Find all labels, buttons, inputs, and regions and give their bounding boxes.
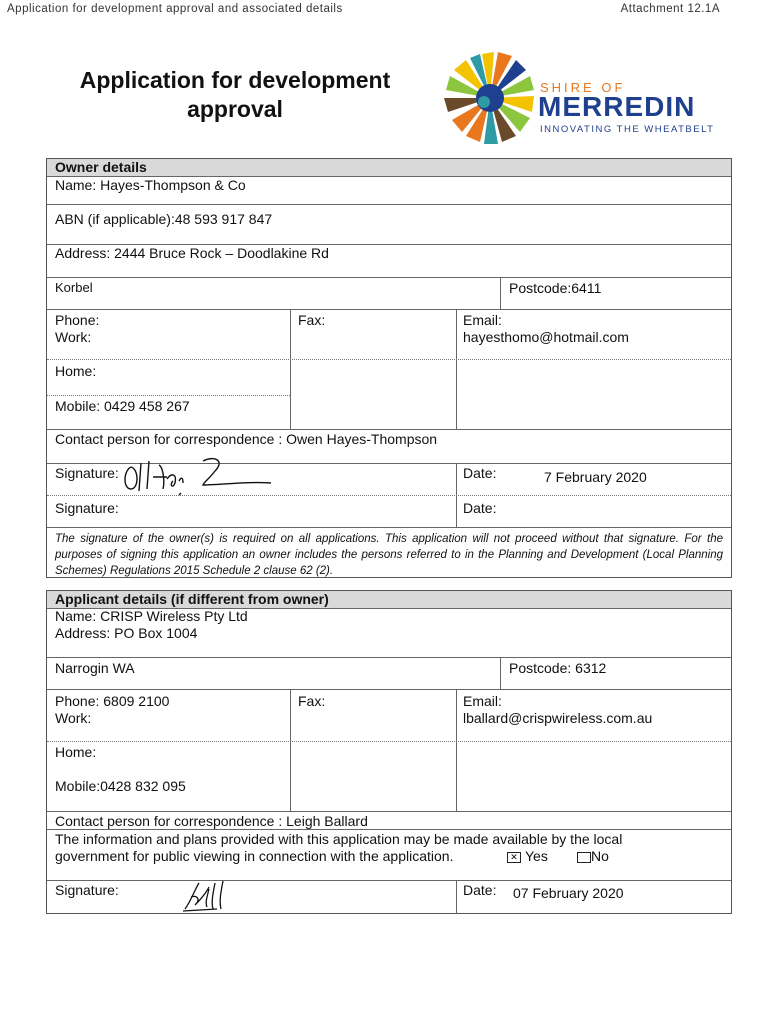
owner-work-label[interactable]: Work: <box>55 329 92 345</box>
owner-signature-label: Signature: <box>55 465 119 481</box>
applicant-date-label: Date: <box>463 882 497 898</box>
owner-postcode[interactable]: Postcode:6411 <box>509 280 602 296</box>
applicant-postcode[interactable]: Postcode: 6312 <box>509 660 607 676</box>
no-checkbox[interactable] <box>577 852 591 863</box>
applicant-signature-icon <box>181 877 241 913</box>
applicant-info-line2: government for public viewing in connection with the application. <box>55 848 454 864</box>
owner-suburb[interactable]: Korbel <box>55 280 93 295</box>
owner-signature-note: The signature of the owner(s) is required on all applications. This application will not proceed without that signature. For the purposes of signing this application an owner includes the persons referred to in the Planning and Development (Local Planning Schemes) Regulations 2015 Schedule 2 clause 62 (2). <box>55 533 723 577</box>
owner-contact[interactable]: Contact person for correspondence : Owen Hayes-Thompson <box>55 431 438 447</box>
yes-checkbox[interactable]: ✕ <box>507 852 521 863</box>
owner-abn[interactable]: ABN (if applicable):48 593 917 847 <box>55 211 273 227</box>
owner-email-value[interactable]: hayesthomo@hotmail.com <box>463 329 629 345</box>
page-title-line1: Application for development <box>79 67 391 93</box>
applicant-suburb[interactable]: Narrogin WA <box>55 660 135 676</box>
applicant-home-label[interactable]: Home: <box>55 744 97 760</box>
owner-date-label: Date: <box>463 465 497 481</box>
owner-home-label[interactable]: Home: <box>55 363 97 379</box>
page-title-line2: approval <box>187 96 283 122</box>
applicant-info-line1: The information and plans provided with this application may be made available by the local <box>55 831 623 847</box>
yes-option[interactable] <box>507 848 548 864</box>
owner-mobile[interactable]: Mobile: 0429 458 267 <box>55 398 190 414</box>
logo-line3: INNOVATING THE WHEATBELT <box>540 124 715 135</box>
applicant-date-value[interactable]: 07 February 2020 <box>513 885 624 901</box>
owner-email-label: Email: <box>463 312 502 328</box>
applicant-name[interactable]: Name: CRISP Wireless Pty Ltd <box>55 608 248 624</box>
applicant-email-value[interactable]: lballard@crispwireless.com.au <box>463 710 653 726</box>
applicant-signature-label: Signature: <box>55 882 119 898</box>
applicant-address[interactable]: Address: PO Box 1004 <box>55 625 198 641</box>
applicant-contact[interactable]: Contact person for correspondence : Leigh Ballard <box>55 813 368 829</box>
owner-section-title: Owner details <box>55 159 147 175</box>
page-title <box>50 66 420 124</box>
owner-fax-label[interactable]: Fax: <box>298 312 326 328</box>
page-header-left: Application for development approval and associated details <box>7 3 343 15</box>
yes-label: Yes <box>525 848 548 864</box>
applicant-fax-label[interactable]: Fax: <box>298 693 326 709</box>
owner-signature2-label[interactable]: Signature: <box>55 500 119 516</box>
owner-date-value[interactable]: 7 February 2020 <box>544 469 647 485</box>
owner-address[interactable]: Address: 2444 Bruce Rock – Doodlakine Rd <box>55 245 329 261</box>
applicant-work-label[interactable]: Work: <box>55 710 92 726</box>
applicant-email-label: Email: <box>463 693 502 709</box>
no-option[interactable] <box>577 848 609 864</box>
applicant-section-title: Applicant details (if different from owner) <box>55 591 329 607</box>
owner-name[interactable]: Name: Hayes-Thompson & Co <box>55 177 246 193</box>
no-label: No <box>591 848 609 864</box>
owner-details-section <box>46 158 732 578</box>
logo-line1: SHIRE OF <box>540 80 626 95</box>
shire-logo <box>432 48 722 148</box>
applicant-phone[interactable]: Phone: 6809 2100 <box>55 693 170 709</box>
applicant-mobile[interactable]: Mobile:0428 832 095 <box>55 778 186 794</box>
owner-section-header <box>47 159 731 177</box>
owner-phone-label: Phone: <box>55 312 100 328</box>
logo-line2: MERREDIN <box>538 91 696 122</box>
applicant-details-section <box>46 590 732 914</box>
owner-date2-label[interactable]: Date: <box>463 500 497 516</box>
page-header-right: Attachment 12.1A <box>620 3 720 15</box>
owner-signature-icon <box>119 455 279 499</box>
